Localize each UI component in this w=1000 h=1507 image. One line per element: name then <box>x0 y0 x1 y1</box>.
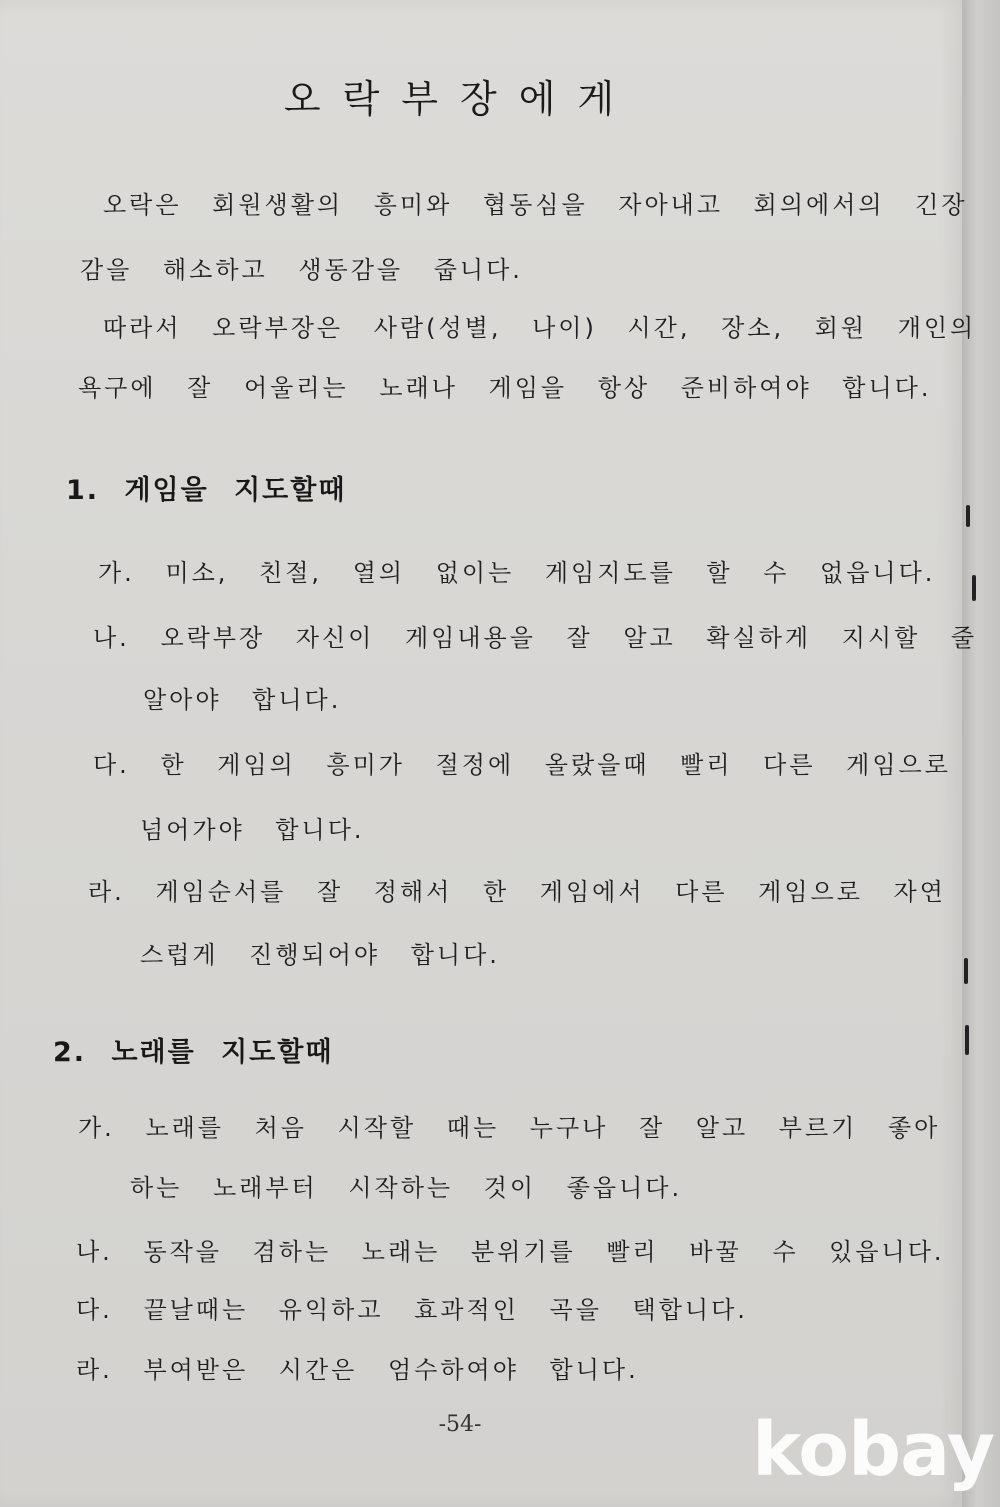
list-item: 다. 끝날때는 유익하고 효과적인 곡을 택합니다. <box>76 1296 748 1324</box>
binding-mark <box>966 505 970 527</box>
binding-mark <box>965 1025 969 1055</box>
list-item: 라. 부여받은 시간은 엄수하여야 합니다. <box>76 1356 639 1384</box>
intro-line: 따라서 오락부장은 사람(성별, 나이) 시간, 장소, 회원 개인의 <box>103 314 977 342</box>
list-item: 가. 미소, 친절, 열의 없이는 게임지도를 할 수 없읍니다. <box>98 559 936 587</box>
page-title: 오락부장에게 <box>283 77 637 121</box>
list-item: 다. 한 게임의 흥미가 절정에 올랐을때 빨리 다른 게임으로 <box>93 751 951 779</box>
intro-line: 감을 해소하고 생동감을 줍니다. <box>80 256 523 284</box>
intro-line: 욕구에 잘 어울리는 노래나 게임을 항상 준비하여야 합니다. <box>78 374 932 402</box>
page-number: -54- <box>438 1412 482 1437</box>
section-heading: 2. 노래를 지도할때 <box>53 1037 334 1068</box>
list-item: 가. 노래를 처음 시작할 때는 누구나 잘 알고 부르기 좋아 <box>78 1114 941 1142</box>
binding-mark <box>964 958 968 984</box>
page-edge <box>962 0 1000 1507</box>
list-item: 스럽게 진행되어야 합니다. <box>140 941 500 969</box>
binding-mark <box>972 575 976 601</box>
section-heading: 1. 게임을 지도할때 <box>66 475 347 506</box>
list-item: 하는 노래부터 시작하는 것이 좋읍니다. <box>130 1174 683 1202</box>
intro-line: 오락은 회원생활의 흥미와 협동심을 자아내고 회의에서의 긴장 <box>103 191 968 219</box>
watermark-logo: kobay <box>752 1407 994 1493</box>
list-item: 라. 게임순서를 잘 정해서 한 게임에서 다른 게임으로 자연 <box>88 878 946 906</box>
list-item: 넘어가야 합니다. <box>140 816 365 844</box>
list-item: 나. 오락부장 자신이 게임내용을 잘 알고 확실하게 지시할 줄 <box>93 624 978 652</box>
list-item: 알아야 합니다. <box>143 686 342 714</box>
list-item: 나. 동작을 겸하는 노래는 분위기를 빨리 바꿀 수 있읍니다. <box>76 1238 945 1266</box>
